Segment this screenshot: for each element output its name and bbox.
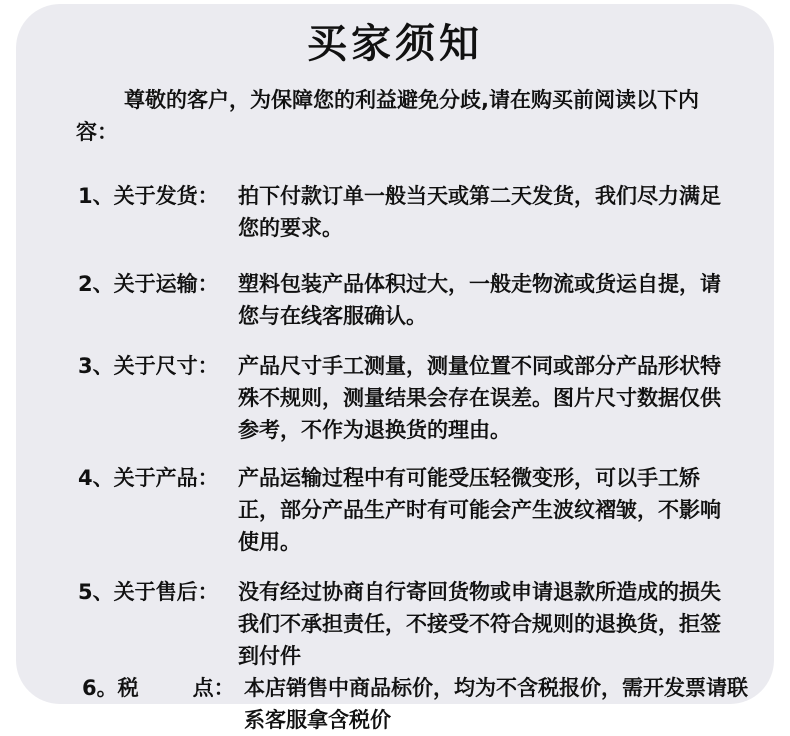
notice-item-label-part: 点： [192,676,235,700]
notice-item-text: 塑料包装产品体积过大，一般走物流或货运自提，请您与在线客服确认。 [238,272,721,328]
notice-item-label: 1、关于发货： [78,184,219,208]
notice-item-text: 拍下付款订单一般当天或第二天发货，我们尽力满足您的要求。 [238,184,721,240]
notice-item-text: 没有经过协商自行寄回货物或申请退款所造成的损失我们不承担责任，不接受不符合规则的退换货，拒签到付件 [238,580,721,668]
notice-item-label-part: 6。税 [82,676,139,700]
notice-item-label: 5、关于售后： [78,580,219,604]
notice-item-text: 产品尺寸手工测量，测量位置不同或部分产品形状特殊不规则，测量结果会存在误差。图片尺寸数据仅供参考，不作为退换货的理由。 [238,354,721,442]
notice-item-label: 3、关于尺寸： [78,354,219,378]
notice-item-text: 本店销售中商品标价，均为不含税报价，需开发票请联系客服拿含税价 [244,676,748,732]
notice-item-text: 产品运输过程中有可能受压轻微变形，可以手工矫正，部分产品生产时有可能会产生波纹褶皱，不影响使用。 [238,466,721,554]
notice-item-label [82,672,235,704]
notice-item-label: 4、关于产品： [78,466,219,490]
intro-paragraph: 尊敬的客户，为保障您的利益避免分歧,请在购买前阅读以下内容： [76,88,699,144]
page-title: 买家须知 [307,21,483,67]
notice-item-label: 2、关于运输： [78,272,219,296]
